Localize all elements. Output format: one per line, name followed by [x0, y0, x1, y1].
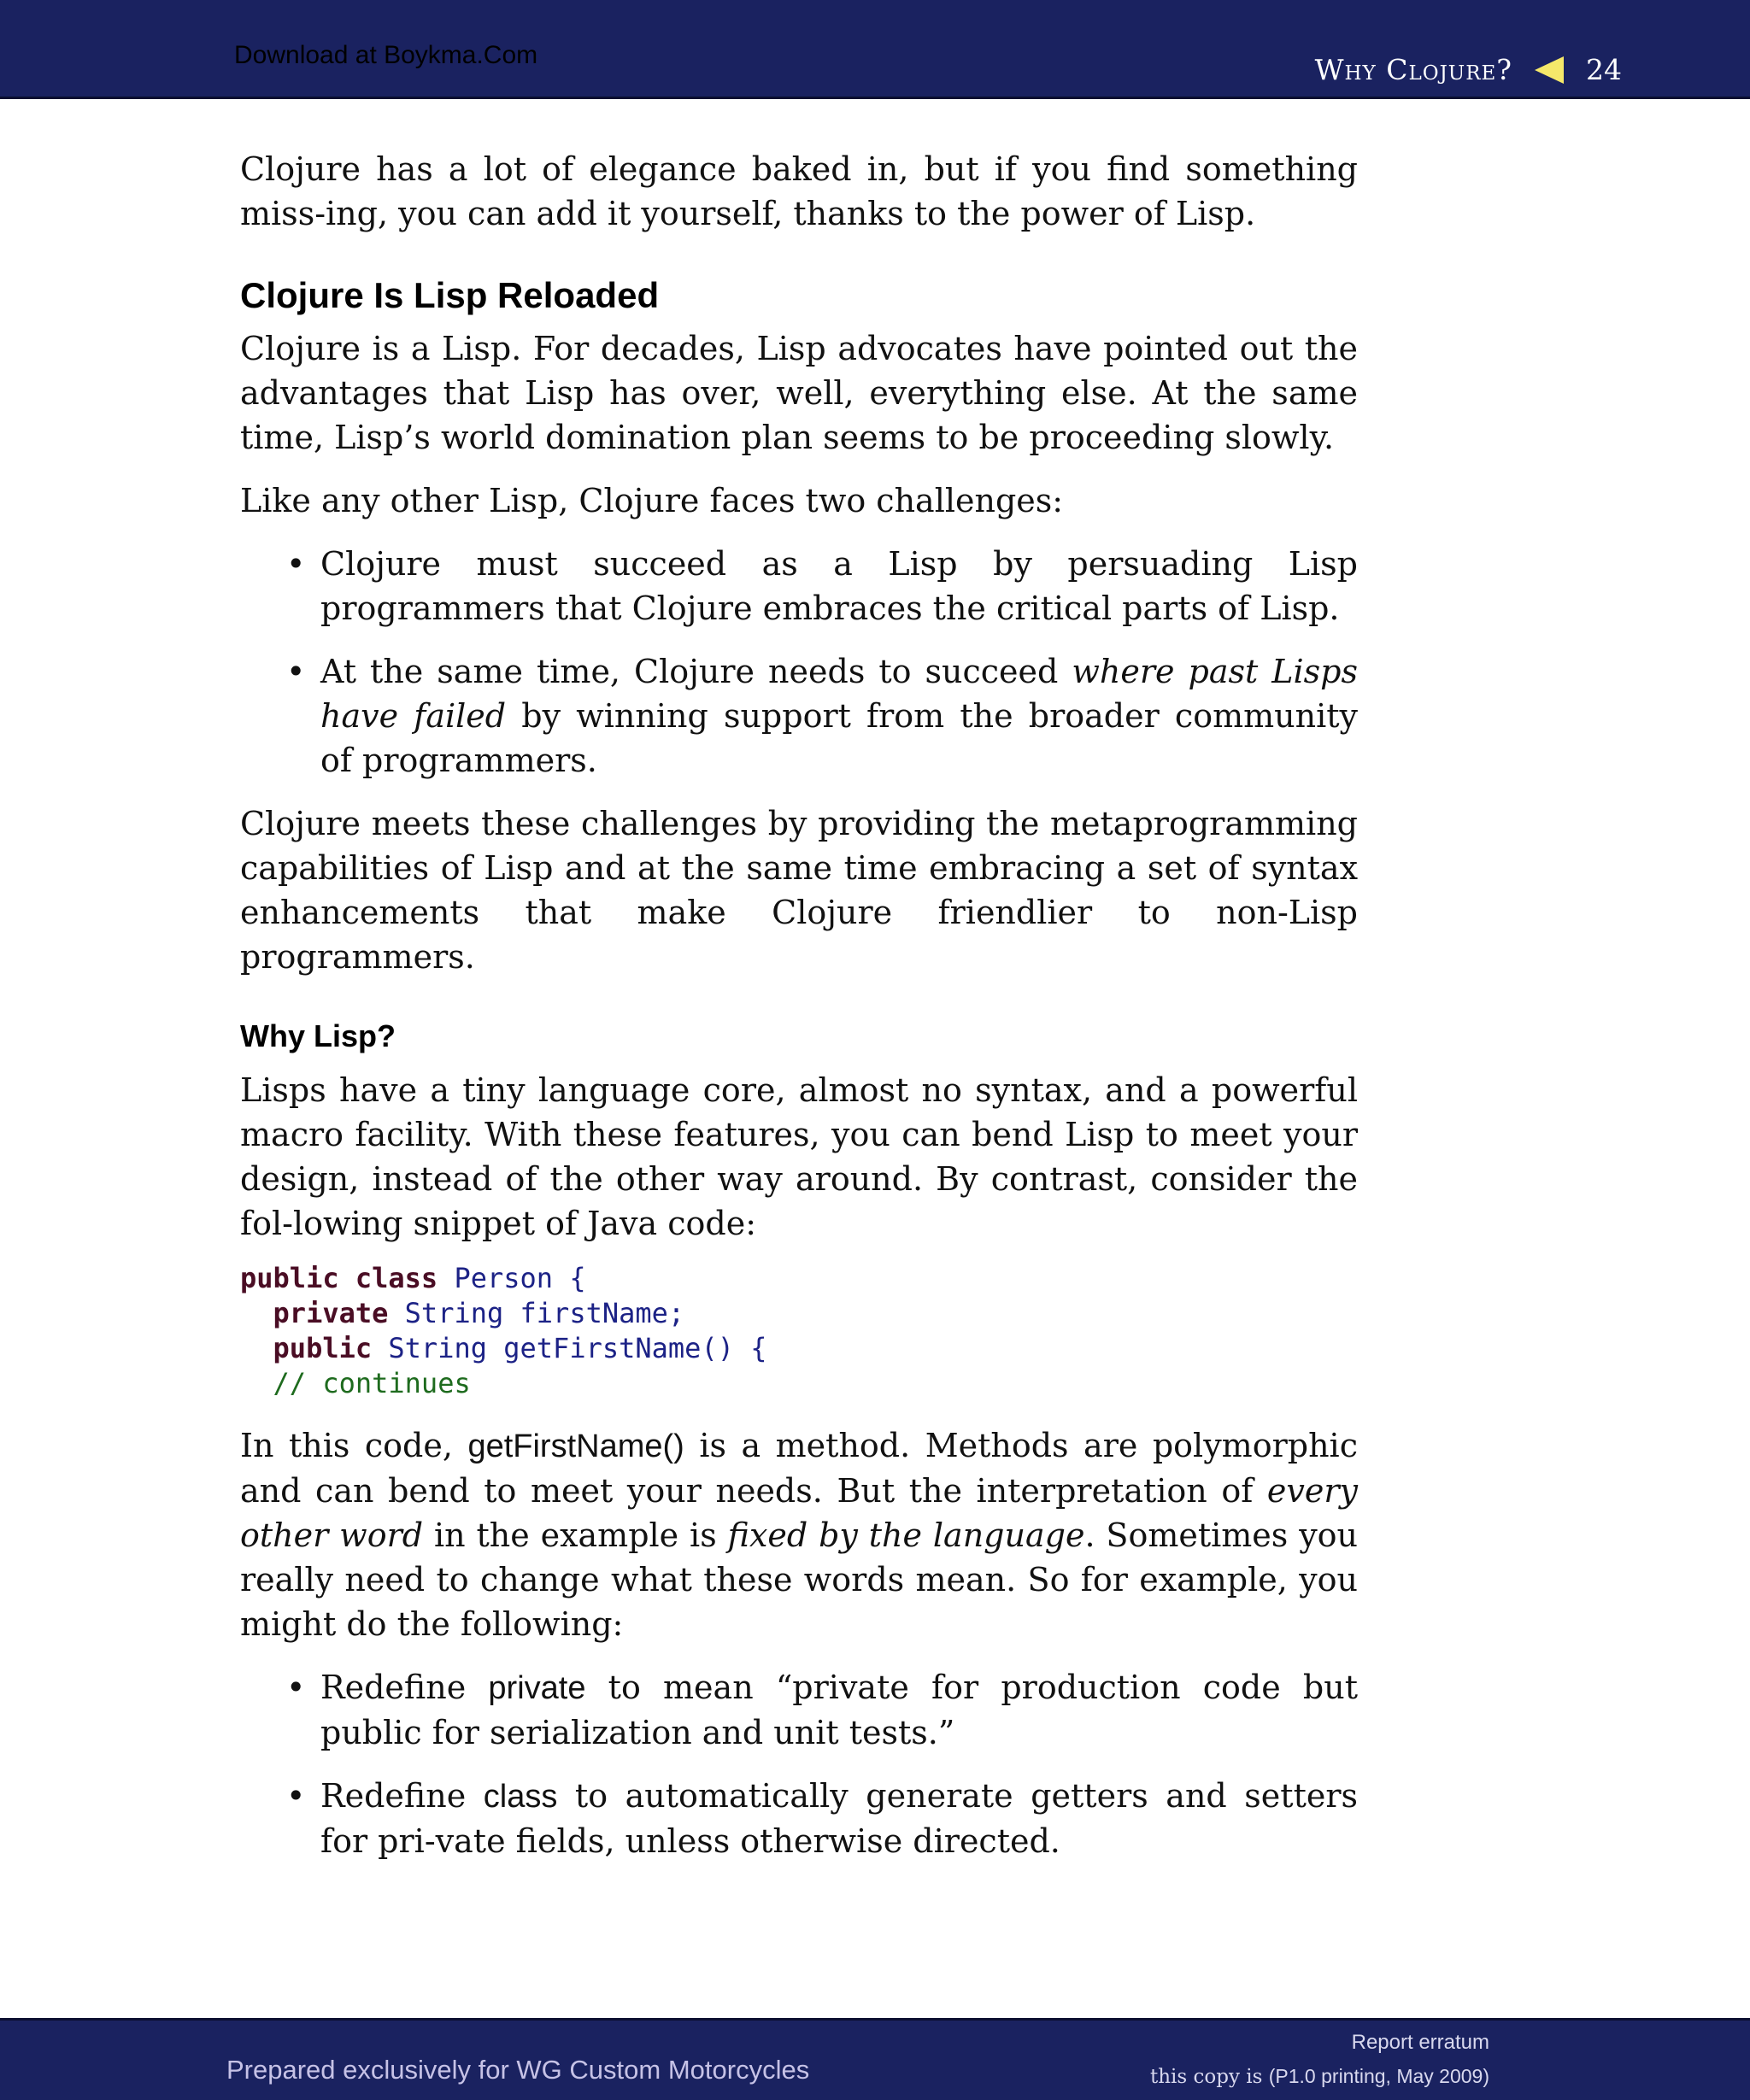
lisp-paragraph: Clojure is a Lisp. For decades, Lisp advocates have pointed out the advantages that Lisp has over, well, everything else. At the same time, Lisp’s world domination plan seems to be proceeding slowly.: [240, 330, 1358, 456]
code-indent: [240, 1367, 273, 1399]
previous-page-arrow-icon[interactable]: [1535, 56, 1564, 84]
text-run: in the example is: [423, 1516, 728, 1554]
bullet-text-b: by winning support from the broader community of programmers.: [320, 697, 1358, 779]
code-keyword: public: [273, 1332, 373, 1364]
code-comment: // continues: [273, 1367, 471, 1399]
page-content: [240, 147, 1358, 1863]
list-item: [240, 1774, 1358, 1863]
prepared-for-text: Prepared exclusively for WG Custom Motorcycles: [226, 2055, 810, 2085]
code-keyword: public class: [240, 1262, 438, 1294]
printing-info: [1150, 2065, 1489, 2088]
meets-challenges-paragraph: Clojure meets these challenges by providing the metaprogramming capabilities of Lisp and at the same time embracing a set of syntax enhancements that make Clojure friendlier to non-Lisp programmers.: [240, 805, 1358, 976]
running-header: [1315, 53, 1622, 86]
code-text: String firstName;: [388, 1297, 685, 1329]
copy-detail: (P1.0 printing, May 2009): [1268, 2065, 1489, 2087]
text-run: In this code,: [240, 1427, 468, 1464]
page-number: 24: [1586, 53, 1622, 86]
emphasis: fixed by the language: [727, 1516, 1085, 1554]
list-item: [240, 649, 1358, 783]
text-run: is a method. Methods are polymorphic and can bend to meet your needs. But the interpretation of: [240, 1427, 1358, 1510]
code-indent: [240, 1297, 273, 1329]
section-heading-reloaded: Clojure Is Lisp Reloaded: [240, 275, 660, 315]
code-indent: [240, 1332, 273, 1364]
inline-code: getFirstName(): [467, 1428, 684, 1464]
copy-prefix: this copy is: [1149, 2066, 1269, 2088]
java-code-block: [240, 1261, 1358, 1401]
download-watermark: Download at Boykma.Com: [234, 41, 538, 69]
intro-paragraph: Clojure has a lot of elegance baked in, but if you find something miss-ing, you can add it yourself, thanks to the power of Lisp.: [240, 150, 1358, 232]
code-text: String getFirstName() {: [372, 1332, 767, 1364]
emphasis: every other word: [240, 1472, 1358, 1554]
running-title: Why Clojure?: [1314, 53, 1512, 86]
text-run: to mean “private for production code but public for serialization and unit tests.”: [320, 1669, 1358, 1751]
bullet-text: Clojure must succeed as a Lisp by persuading Lisp programmers that Clojure embraces the critical parts of Lisp.: [320, 545, 1358, 627]
bottom-footer-bar: [0, 2018, 1750, 2100]
bullet-emphasis: where past Lisps have failed: [320, 653, 1358, 735]
inline-code: class: [483, 1779, 558, 1815]
list-item: [240, 1665, 1358, 1755]
challenges-intro: Like any other Lisp, Clojure faces two challenges:: [240, 482, 1064, 519]
why-lisp-paragraph: Lisps have a tiny language core, almost no syntax, and a powerful macro facility. With these features, you can bend Lisp to meet your design, instead of the other way around. By contrast, consider the fol-lowing snippet of Java code:: [240, 1071, 1358, 1242]
inline-code: private: [488, 1670, 586, 1706]
challenges-list: [240, 542, 1358, 783]
text-run: Redefine: [320, 1777, 484, 1815]
code-keyword: private: [273, 1297, 389, 1329]
top-header-bar: [0, 0, 1750, 99]
text-run: Redefine: [320, 1669, 489, 1706]
redefine-list: [240, 1665, 1358, 1863]
section-heading-why-lisp: Why Lisp?: [240, 1018, 396, 1053]
bullet-text-a: At the same time, Clojure needs to succeed: [320, 653, 1072, 690]
list-item: [240, 542, 1358, 631]
text-run: . Sometimes you really need to change what these words mean. So for example, you might do the following:: [240, 1516, 1359, 1643]
code-text: Person {: [438, 1262, 586, 1294]
text-run: to automatically generate getters and setters for pri-vate fields, unless otherwise directed.: [320, 1777, 1358, 1860]
code-discussion-paragraph: [240, 1423, 1358, 1646]
report-erratum-link[interactable]: Report erratum: [1351, 2031, 1489, 2054]
